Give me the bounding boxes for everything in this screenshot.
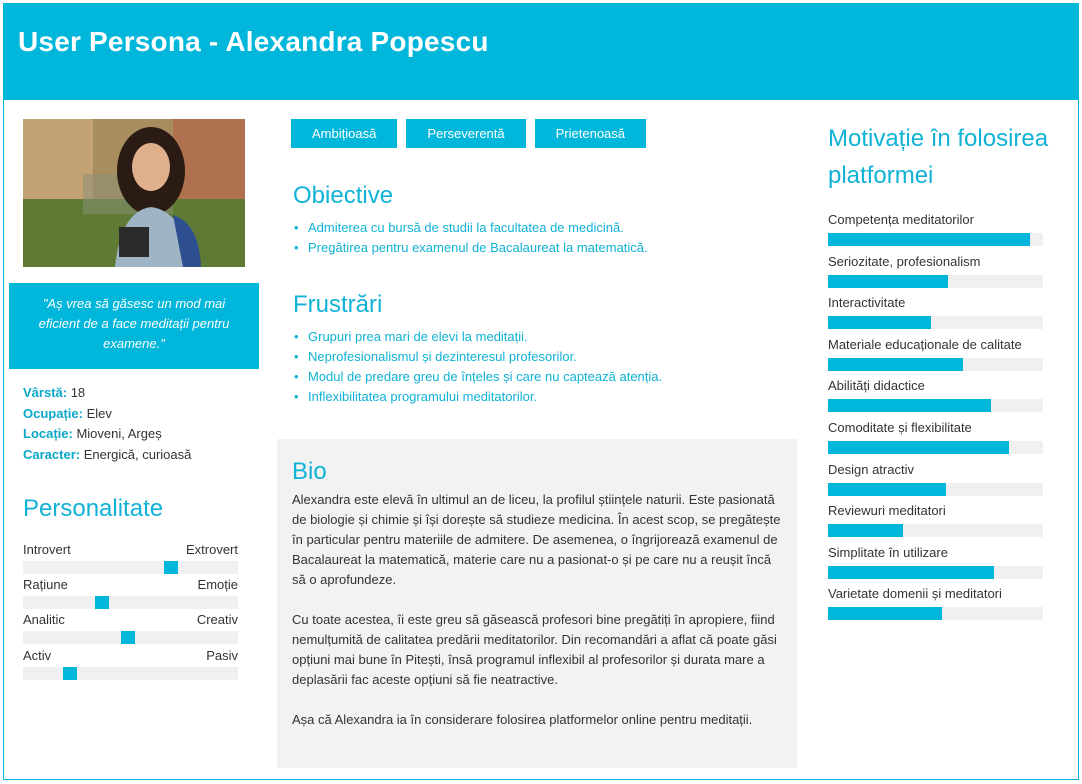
motivation-label: Comoditate și flexibilitate [828,419,972,435]
personality-title: Personalitate [23,495,164,522]
motivation-fill [828,399,991,412]
motivation-track [828,607,1043,620]
fact-location: Locație: Mioveni, Argeș [23,426,162,441]
motivation-track [828,566,1043,579]
trait-tag: Perseverentă [406,119,525,148]
motivation-label: Design atractiv [828,461,914,477]
motivation-track [828,399,1043,412]
fact-age: Vârstă: 18 [23,385,86,400]
motivation-item [828,294,1043,336]
motivation-fill [828,524,903,537]
list-item: • Neprofesionalismul și dezinteresul profesorilor. [293,347,662,367]
motivation-fill [828,275,948,288]
motivation-track [828,441,1043,454]
scale-right-label: Extrovert [185,542,238,557]
scale-right-label: Emoție [197,577,238,592]
scale-right-label: Pasiv [206,648,238,663]
fact-character: Caracter: Energică, curioasă [23,446,192,462]
trait-tag: Prietenoasă [535,119,646,148]
persona-quote: "Aș vrea să găsesc un mod mai eficient de a face meditații pentru examene." [9,283,259,369]
bio-paragraph: Alexandra este elevă în ultimul an de liceu, la profilul științele naturii. Este pasionată de biologie și chimie și își dorește să studieze medicina. În acest scop, se pregătește în particular pentru materiile de admitere. De asemenea, o îngrijorează examenul de Bacalaureat la matematică, materie care nu a pasionat-o și pe care nu a reușit încă să o aprofundeze. [292,492,781,587]
motivation-fill [828,607,942,620]
page-title: User Persona - Alexandra Popescu [18,26,489,57]
motivation-track [828,233,1043,246]
frustrations-title: Frustrări [293,291,383,318]
motivation-label: Materiale educaționale de calitate [828,336,1022,352]
motivation-item [828,585,1043,627]
motivation-label: Seriozitate, profesionalism [828,253,981,269]
scale-track [23,596,238,609]
personality-scale [23,577,238,609]
objectives-title: Obiective [293,182,394,209]
student-illustration [23,119,245,267]
motivation-fill [828,233,1030,246]
motivation-bars [828,211,1043,627]
scale-left-label: Introvert [23,542,71,557]
motivation-item [828,211,1043,253]
motivation-fill [828,441,1009,454]
header-bar [4,4,1078,100]
persona-photo [23,119,245,267]
motivation-label: Abilități didactice [828,378,925,394]
motivation-fill [828,566,994,579]
personality-scale [23,542,238,574]
motivation-label: Reviewuri meditatori [828,503,946,519]
list-item: • Grupuri prea mari de elevi la meditații. [293,327,662,347]
motivation-track [828,275,1043,288]
bio-section [277,439,797,768]
motivation-item [828,377,1043,419]
persona-facts [23,383,191,465]
scale-left-label: Activ [23,648,52,663]
scale-knob [121,631,135,644]
motivation-title: Motivație în folosirea platformei [828,125,1049,189]
list-item: • Modul de predare greu de înțeles și care nu captează atenția. [293,367,662,387]
scale-knob [95,596,109,609]
personality-scale [23,612,238,644]
motivation-track [828,483,1043,496]
motivation-label: Varietate domenii și meditatori [828,586,1002,602]
motivation-item [828,461,1043,503]
motivation-fill [828,316,931,329]
motivation-track [828,524,1043,537]
scale-knob [164,561,178,574]
motivation-fill [828,483,946,496]
scale-knob [63,667,77,680]
motivation-track [828,316,1043,329]
bio-paragraph: Cu toate acestea, îi este greu să găsească profesori bine pregătiți în apropiere, fiind nemulțumită de calitatea predării meditatorilor. Din recomandări a aflat că poate găsi opțiuni mai bune în Pitești, însă programul inflexibil al profesorilor și durata mare a deplasării fac aceste opțiuni să fie neatractive. [292,612,777,687]
motivation-item [828,544,1043,586]
scale-track [23,631,238,644]
frustrations-list [293,327,662,407]
motivation-track [828,358,1043,371]
bio-paragraph: Așa că Alexandra ia în considerare folosirea platformelor online pentru meditații. [292,712,753,727]
trait-tags [291,119,646,148]
scale-left-label: Rațiune [23,577,68,592]
scale-left-label: Analitic [23,612,65,627]
list-item: • Inflexibilitatea programului meditatorilor. [293,387,662,407]
motivation-item [828,419,1043,461]
trait-tag: Ambițioasă [291,119,397,148]
motivation-label: Interactivitate [828,295,906,311]
motivation-item [828,502,1043,544]
objectives-list [293,218,648,258]
motivation-fill [828,358,963,371]
list-item: • Admiterea cu bursă de studii la facultatea de medicină. [293,218,648,238]
fact-occupation: Ocupație: Elev [23,405,112,421]
bio-title: Bio [292,458,327,485]
motivation-label: Simplitate în utilizare [828,544,948,560]
motivation-label: Competența meditatorilor [828,212,974,227]
list-item: • Pregătirea pentru examenul de Bacalaureat la matematică. [293,238,648,258]
motivation-item [828,336,1043,378]
personality-scale [23,648,238,680]
scale-right-label: Creativ [196,612,238,627]
scale-track [23,667,238,680]
scale-track [23,561,238,574]
motivation-item [828,253,1043,295]
